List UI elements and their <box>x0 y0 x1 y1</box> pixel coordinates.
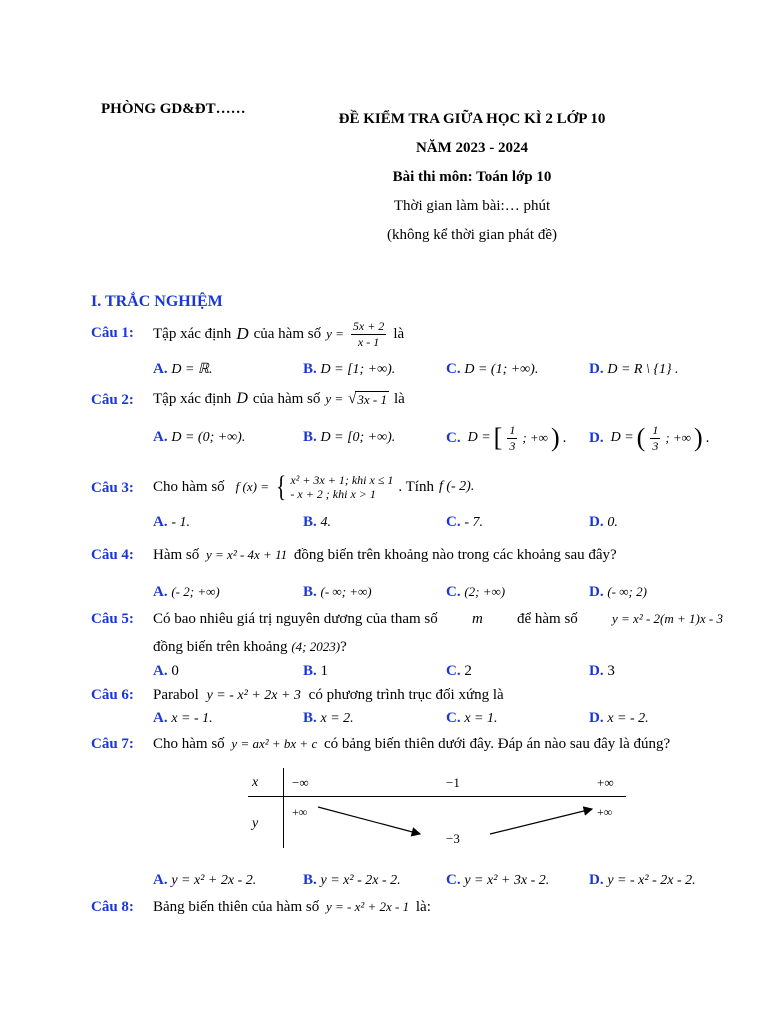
question-text: . Tính <box>398 478 434 495</box>
option-value: D = [1; +∞). <box>320 362 396 377</box>
option-letter: D. <box>589 429 604 446</box>
option-value: 1 <box>320 663 329 679</box>
option-letter: A. <box>153 663 168 679</box>
table-x-value: −∞ <box>292 775 309 790</box>
table-x-label: x <box>252 775 259 790</box>
option-letter: D. <box>589 361 604 377</box>
fraction-denominator: 3 <box>652 438 659 453</box>
decreasing-arrow <box>318 807 420 834</box>
fraction-numerator: 5x + 2 <box>352 318 385 333</box>
option-value: D = (0; +∞). <box>171 430 246 445</box>
option-letter: D. <box>589 710 604 726</box>
piecewise-case: - x + 2 ; khi x > 1 <box>290 487 376 501</box>
option-value: D = R \ {1} . <box>607 362 679 377</box>
paren-right-icon: ) <box>550 423 560 452</box>
fraction-denominator: 3 <box>509 438 516 453</box>
math-expression: y = - x² + 2x - 1 <box>325 899 410 914</box>
option-value: (- ∞; +∞) <box>320 584 372 599</box>
option-letter: D. <box>589 514 604 530</box>
math-symbol: D <box>236 390 248 407</box>
option-value: y = x² + 2x - 2. <box>171 873 257 888</box>
option-value: (- 2; +∞) <box>171 584 220 599</box>
option-letter: B. <box>303 514 317 530</box>
option-suffix: ; +∞ <box>522 430 548 445</box>
option-letter: C. <box>446 584 461 600</box>
option-value: y = x² + 3x - 2. <box>464 873 550 888</box>
option-value: D = [0; +∞). <box>320 430 396 445</box>
answer-option[interactable] <box>589 872 696 889</box>
option-value: (2; +∞) <box>464 584 506 599</box>
question-text: Cho hàm số <box>153 478 225 495</box>
exam-title: ĐỀ KIỂM TRA GIỮA HỌC KÌ 2 LỚP 10 <box>338 111 606 127</box>
question-text: có phương trình trục đối xứng là <box>308 687 504 703</box>
brace-icon: { <box>276 470 287 503</box>
question-text: để hàm số <box>516 611 578 627</box>
question-text: Parabol <box>153 687 199 703</box>
option-letter: C. <box>446 361 461 377</box>
option-value: x = - 1. <box>171 711 213 726</box>
question-text: của hàm số <box>253 325 322 342</box>
table-x-value: −1 <box>446 775 460 790</box>
question-text: đồng biến trên khoảng nào trong các khoảng sau đây? <box>293 547 617 563</box>
question-text: đồng biến trên khoảng <box>153 639 288 655</box>
option-letter: B. <box>303 710 317 726</box>
option-letter: C. <box>446 663 461 679</box>
question-label: Câu 6: <box>91 687 134 703</box>
option-letter: B. <box>303 663 317 679</box>
option-letter: A. <box>153 710 168 726</box>
fraction-numerator: 1 <box>509 422 516 437</box>
option-prefix: D = <box>610 430 634 445</box>
math-expression: f (x) = <box>235 479 269 494</box>
math-expression: y = ax² + bx + c <box>231 736 318 751</box>
option-letter: A. <box>153 429 168 445</box>
option-value: 3 <box>607 663 615 679</box>
table-y-value: +∞ <box>597 805 613 819</box>
option-letter: B. <box>303 361 317 377</box>
option-suffix: ; +∞ <box>665 430 691 445</box>
option-letter: C. <box>446 872 461 888</box>
math-expression: y = <box>325 391 344 406</box>
option-letter: D. <box>589 584 604 600</box>
option-value: - 1. <box>171 515 191 530</box>
question-label: Câu 5: <box>91 611 134 627</box>
answer-option[interactable] <box>153 872 256 889</box>
exam-year: NĂM 2023 - 2024 <box>415 140 529 156</box>
bracket-left-icon: [ <box>493 423 503 452</box>
question-text: là <box>393 325 405 342</box>
option-value: x = 1. <box>464 711 498 726</box>
option-value: - 7. <box>464 515 484 530</box>
option-value: y = - x² - 2x - 2. <box>607 873 696 888</box>
paren-right-icon: ) <box>693 423 703 452</box>
question-text: Bảng biến thiên của hàm số <box>153 899 320 915</box>
question-text: của hàm số <box>252 390 321 407</box>
option-prefix: D = <box>467 430 491 445</box>
question-text: là <box>394 390 405 407</box>
answer-option[interactable]: C. D = [ $\frac{1}{3}$ ; +∞ ) . <box>446 422 567 453</box>
answer-option[interactable]: D. D = ( $\frac{1}{3}$ ; +∞ ) . <box>589 422 710 453</box>
math-expression: (4; 2023) <box>291 639 341 654</box>
answer-option[interactable] <box>446 872 549 889</box>
option-value: (- ∞; 2) <box>607 584 647 599</box>
question-text: Hàm số <box>153 547 200 563</box>
option-value: 0 <box>171 663 179 679</box>
math-expression: y = x² - 2(m + 1)x - 3 <box>612 611 723 626</box>
option-letter: A. <box>153 514 168 530</box>
option-letter: B. <box>303 872 317 888</box>
piecewise-case: x² + 3x + 1; khi x ≤ 1 <box>290 473 394 487</box>
option-value: x = 2. <box>320 711 354 726</box>
option-value: y = x² - 2x - 2. <box>320 873 401 888</box>
question-8-stem <box>153 899 431 916</box>
fraction-numerator: 1 <box>652 422 659 437</box>
option-letter: C. <box>446 514 461 530</box>
exam-time: Thời gian làm bài:… phút <box>393 198 551 214</box>
math-expression: y = x² - 4x + 11 <box>206 547 288 562</box>
option-value: 4. <box>320 515 332 530</box>
option-letter: D. <box>589 663 604 679</box>
option-letter: A. <box>153 584 168 600</box>
table-x-value: +∞ <box>597 775 614 790</box>
table-y-label: y <box>252 816 259 831</box>
option-letter: A. <box>153 361 168 377</box>
math-expression: f (- 2). <box>438 479 475 494</box>
option-letter: A. <box>153 872 168 888</box>
option-letter: C. <box>446 710 461 726</box>
option-value: D = ℝ. <box>171 362 213 377</box>
question-text: có bảng biến thiên dưới đây. Đáp án nào sau đây là đúng? <box>323 736 671 752</box>
answer-option[interactable] <box>303 872 401 889</box>
question-label: Câu 3: <box>91 480 134 496</box>
option-value: 2 <box>464 663 472 679</box>
paren-left-icon: ( <box>636 423 646 452</box>
question-text: Có bao nhiêu giá trị nguyên dương của tham số <box>153 611 438 627</box>
math-symbol: m <box>471 611 483 627</box>
option-letter: D. <box>589 872 604 888</box>
question-label: Câu 1: <box>91 325 134 341</box>
option-letter: B. <box>303 584 317 600</box>
table-y-value: −3 <box>446 831 460 846</box>
question-text: Cho hàm số <box>153 736 225 752</box>
department-name: PHÒNG GD&ĐT…… <box>101 101 246 117</box>
option-letter: B. <box>303 429 317 445</box>
question-text: Tập xác định <box>153 325 232 342</box>
fraction-denominator: x - 1 <box>357 334 380 349</box>
option-letter: C. <box>446 429 461 446</box>
exam-time-note: (không kể thời gian phát đề) <box>387 227 557 243</box>
section-title: I. TRẮC NGHIỆM <box>91 293 223 310</box>
math-symbol: D <box>236 324 249 343</box>
question-text: ? <box>340 639 347 655</box>
math-expression: y = <box>326 326 344 341</box>
question-text: Tập xác định <box>153 390 232 407</box>
radicand: 3x - 1 <box>357 391 387 407</box>
math-expression: y = - x² + 2x + 3 <box>206 688 301 703</box>
question-label: Câu 4: <box>91 547 134 563</box>
question-label: Câu 2: <box>91 392 134 408</box>
exam-subject: Bài thi môn: Toán lớp 10 <box>392 169 552 185</box>
increasing-arrow <box>490 809 592 834</box>
option-value: 0. <box>607 515 618 530</box>
table-y-value: +∞ <box>292 805 308 819</box>
sqrt-icon: √ <box>348 390 357 407</box>
option-value: D = (1; +∞). <box>464 362 539 377</box>
question-label: Câu 8: <box>91 899 134 915</box>
option-value: x = - 2. <box>607 711 649 726</box>
question-label: Câu 7: <box>91 736 134 752</box>
question-text: là: <box>415 899 431 915</box>
